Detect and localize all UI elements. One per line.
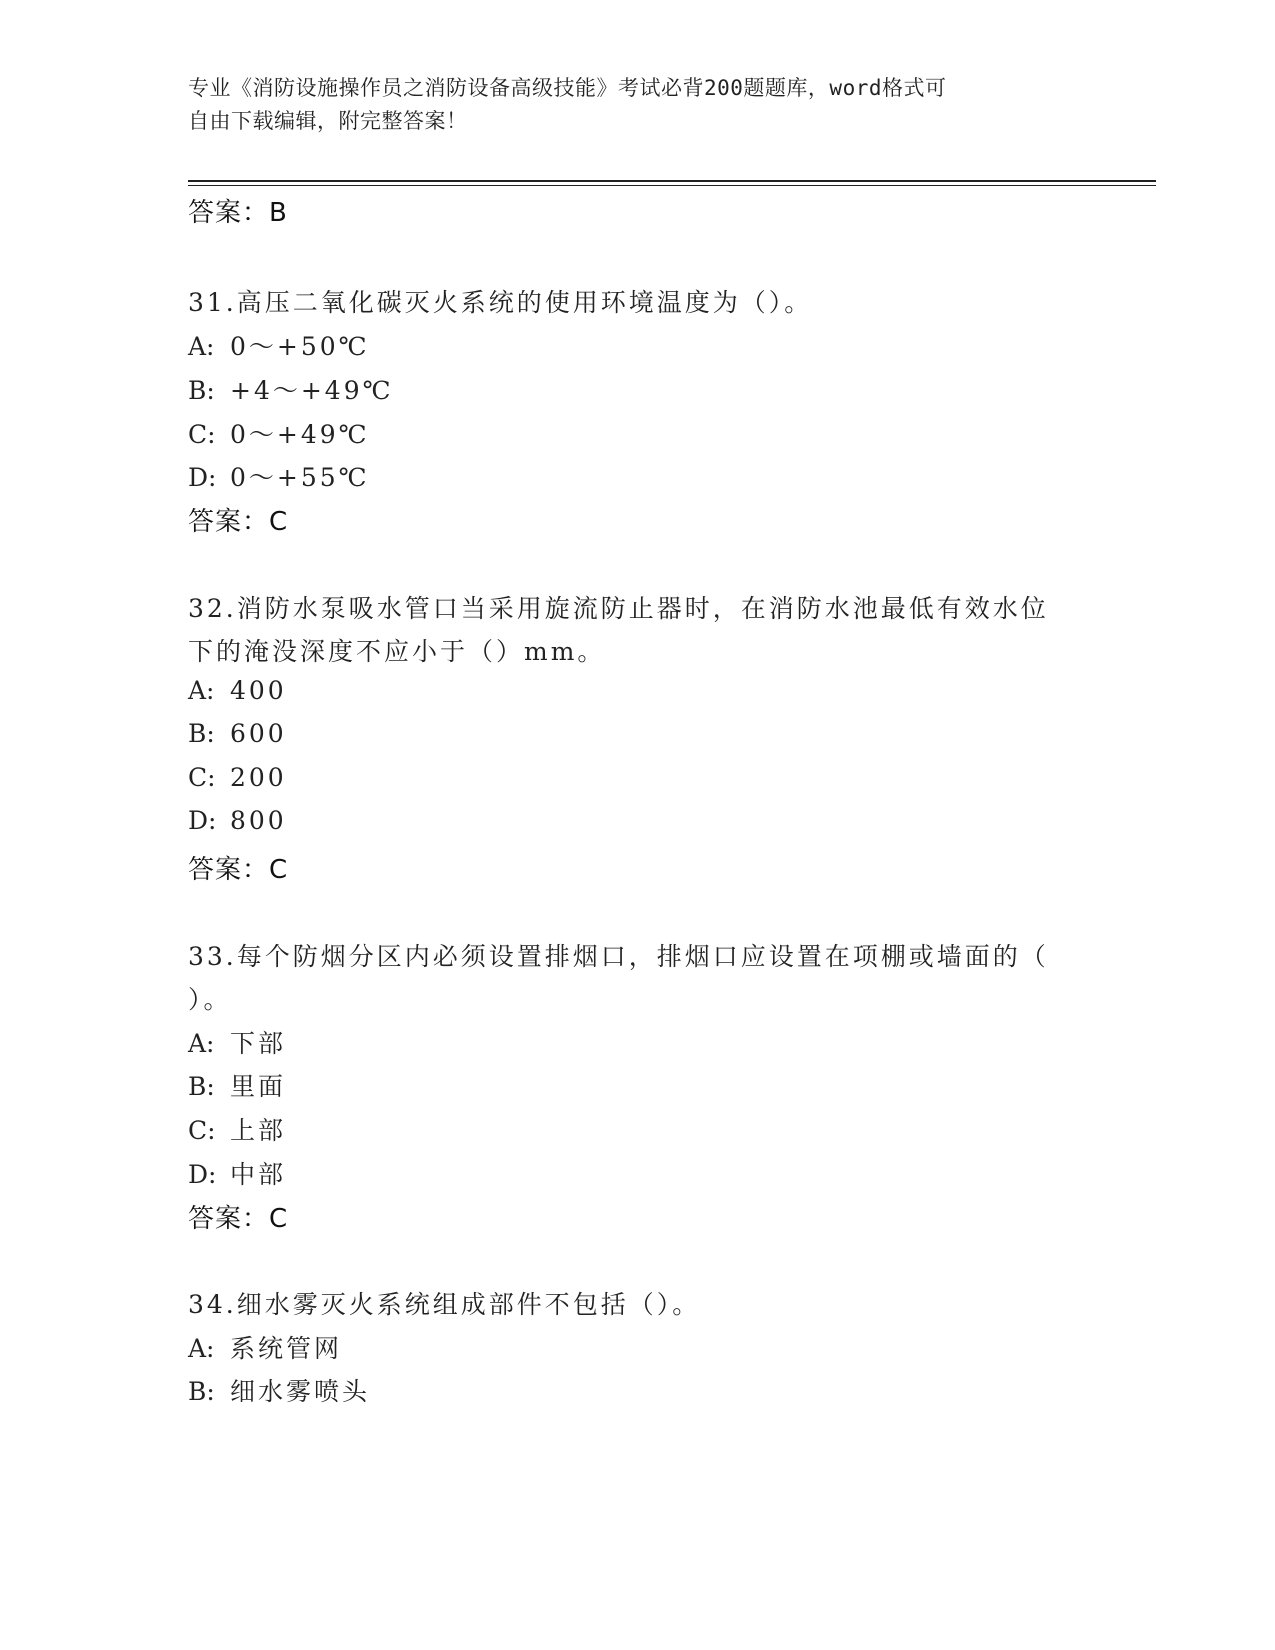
question-33-option-c	[188, 1111, 286, 1147]
option-text: 系统管网	[230, 1334, 343, 1363]
question-31-option-d	[188, 458, 370, 494]
question-33-text-line-1: 33.每个防烟分区内必须设置排烟口，排烟口应设置在项棚或墙面的（	[188, 942, 1049, 971]
question-32-answer: 答案：C	[188, 855, 289, 885]
question-31-answer: 答案：C	[188, 507, 289, 537]
question-33-answer: 答案：C	[188, 1204, 289, 1234]
question-31-option-b	[188, 371, 394, 407]
option-letter: C:	[188, 420, 216, 449]
option-text: 0～+55℃	[230, 463, 370, 492]
option-text: 下部	[230, 1029, 287, 1058]
option-text: 中部	[230, 1160, 287, 1189]
header-line-1: 专业《消防设施操作员之消防设备高级技能》考试必背200题题库，word格式可	[188, 76, 947, 100]
option-letter: A:	[188, 676, 215, 705]
option-letter: D:	[188, 806, 217, 835]
option-letter: D:	[188, 463, 217, 492]
question-31-option-a	[188, 327, 370, 363]
question-32-option-b	[188, 719, 287, 748]
question-34-option-b	[188, 1372, 370, 1408]
question-34-text: 34.细水雾灭火系统组成部件不包括（）。	[188, 1290, 701, 1319]
question-34-option-a	[188, 1329, 342, 1365]
question-33-option-d	[188, 1155, 286, 1191]
option-letter: B:	[188, 719, 215, 748]
question-32-option-c	[188, 763, 287, 792]
option-text: 600	[230, 719, 287, 748]
option-letter: C:	[188, 1116, 216, 1145]
question-32-option-d	[188, 806, 287, 835]
header-line-2: 自由下载编辑，附完整答案！	[188, 109, 468, 133]
option-text: +4～+49℃	[230, 376, 394, 405]
question-32-text-line-1: 32.消防水泵吸水管口当采用旋流防止器时，在消防水池最低有效水位	[188, 594, 1049, 623]
option-letter: A:	[188, 1334, 215, 1363]
option-letter: A:	[188, 332, 215, 361]
option-letter: B:	[188, 1072, 215, 1101]
question-32-option-a	[188, 676, 287, 705]
option-letter: B:	[188, 376, 215, 405]
option-letter: A:	[188, 1029, 215, 1058]
answer-line: 答案：B	[188, 198, 288, 228]
option-letter: B:	[188, 1377, 215, 1406]
question-32-text-line-2: 下的淹没深度不应小于（）mm。	[188, 637, 606, 666]
header-divider-thin	[188, 185, 1156, 186]
question-33-option-a	[188, 1024, 286, 1060]
option-letter: C:	[188, 763, 216, 792]
option-text: 上部	[230, 1116, 287, 1145]
question-31-text: 31.高压二氧化碳灭火系统的使用环境温度为（）。	[188, 288, 813, 317]
question-31-option-c	[188, 415, 370, 451]
option-text: 0～+49℃	[230, 420, 370, 449]
option-text: 里面	[230, 1072, 287, 1101]
document-header	[188, 72, 1088, 138]
header-divider	[188, 180, 1156, 182]
question-33-text-line-2: ）。	[188, 985, 232, 1014]
option-text: 400	[230, 676, 287, 705]
option-letter: D:	[188, 1160, 217, 1189]
question-33-option-b	[188, 1067, 286, 1103]
option-text: 细水雾喷头	[230, 1377, 371, 1406]
option-text: 800	[230, 806, 287, 835]
option-text: 0～+50℃	[230, 332, 370, 361]
option-text: 200	[230, 763, 287, 792]
